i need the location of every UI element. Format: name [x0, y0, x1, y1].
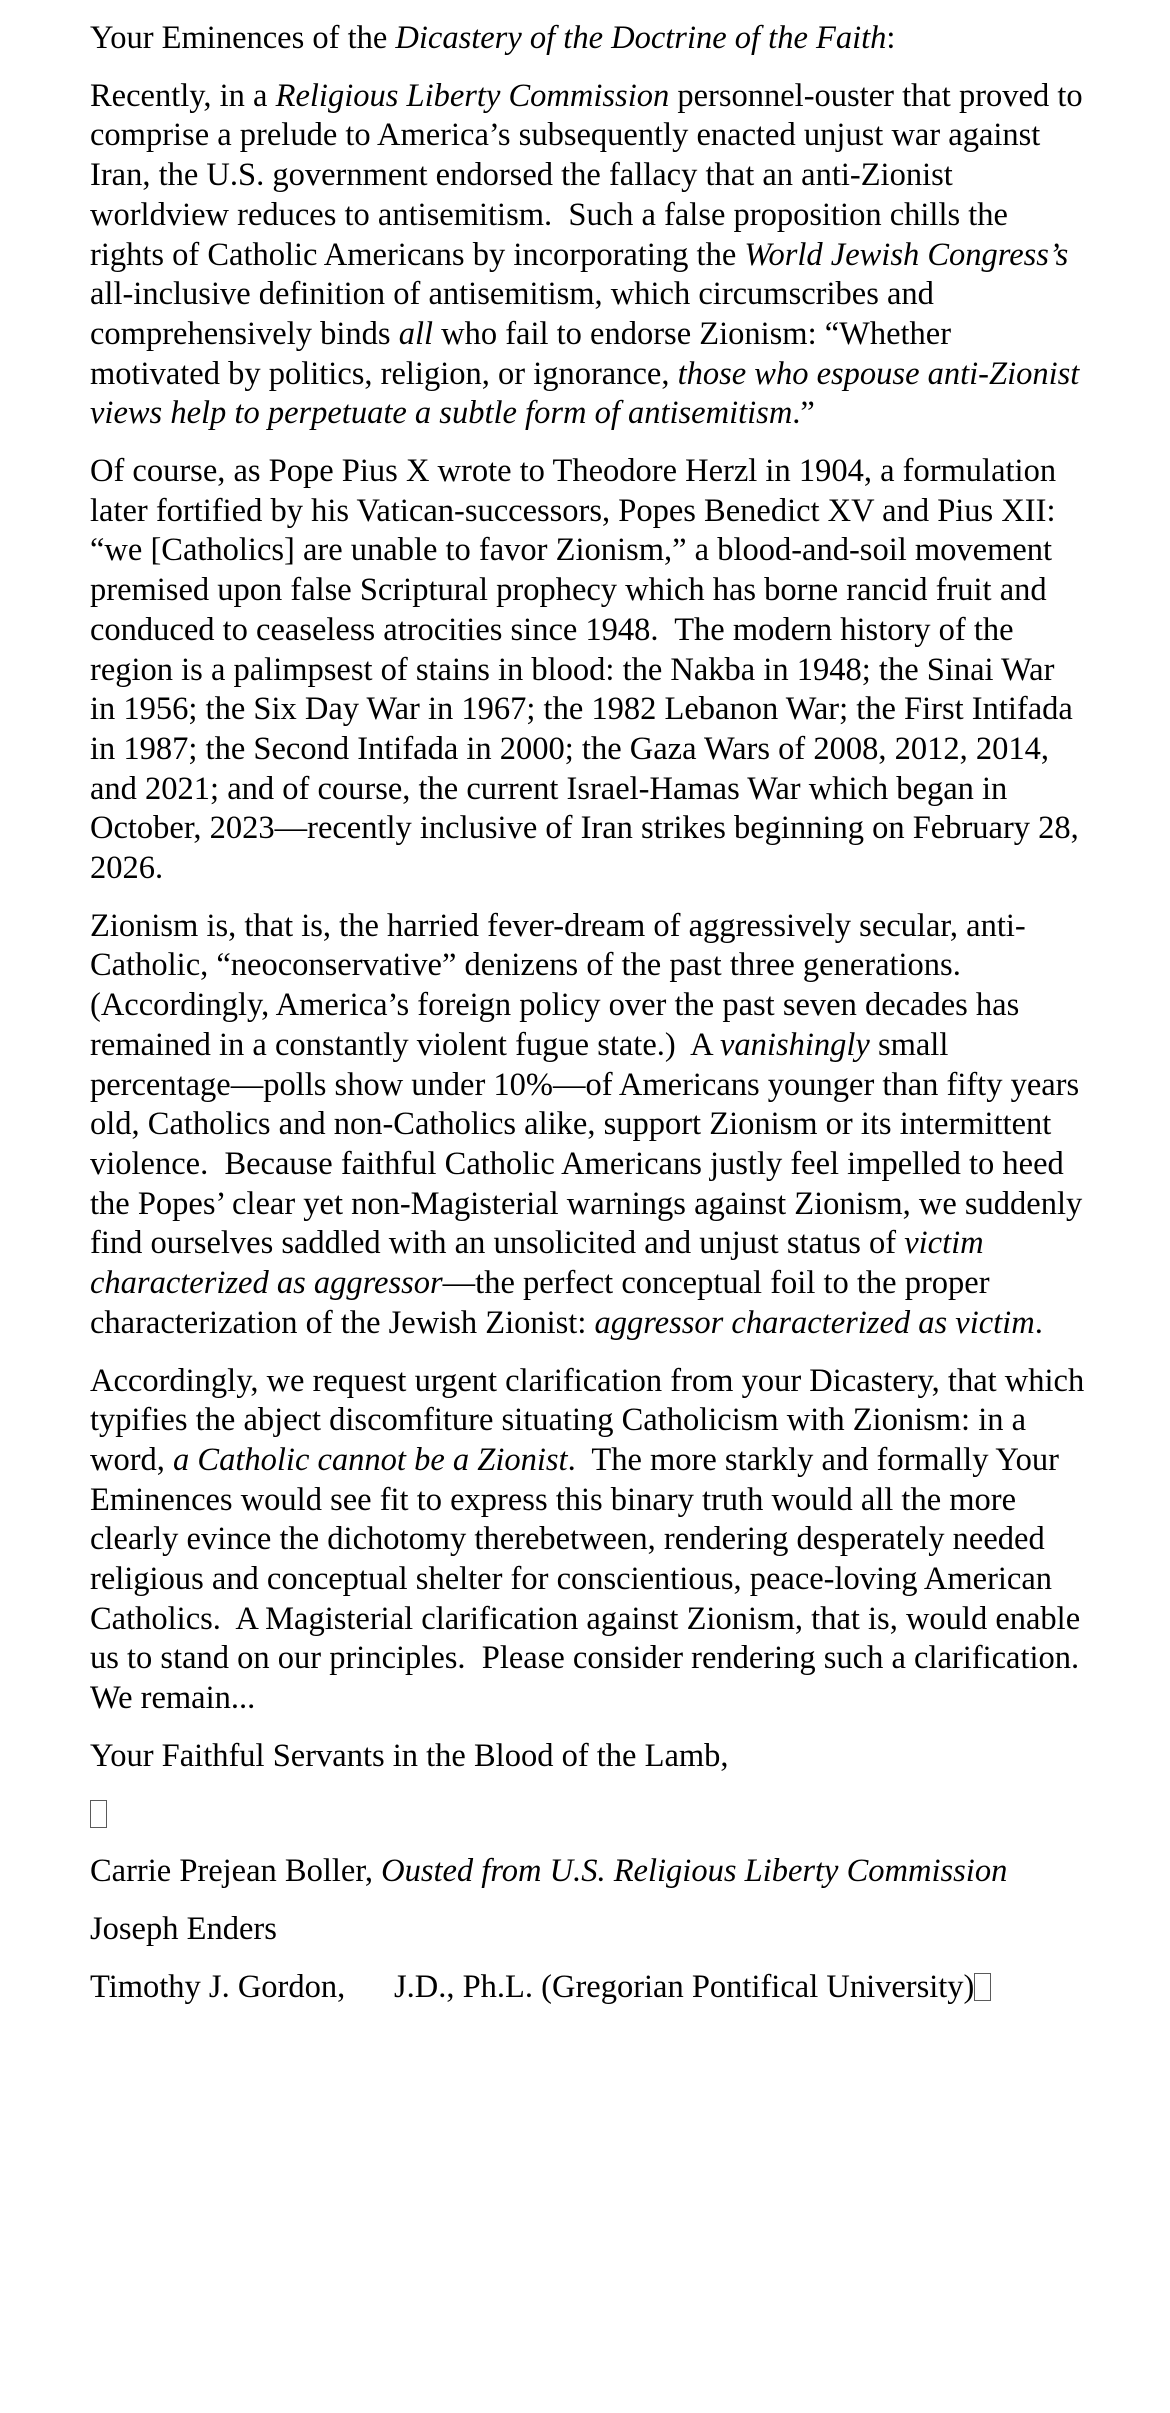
- text-run: Joseph Enders: [90, 1910, 277, 1947]
- text-run-italic: Dicastery of the Doctrine of the Faith: [395, 20, 887, 56]
- text-run: Of course, as Pope Pius X wrote to Theodore Herzl in 1904, a formulation later fortified by his Vatican-successors, Popes Benedict XV and Pius XII: “we [Catholics] are unable to favor Zionism,” a blood-and-soil movement premised upon false Scriptural prophecy which has borne rancid fruit and conduced to ceaseless atrocities since 1948. The modern history of the region is a palimpsest of stains in blood: the Nakba in 1948; the Sinai War in 1956; the Six Day War in 1967; the 1982 Lebanon War; the First Intifada in 1987; the Second Intifada in 2000; the Gaza Wars of 2008, 2012, 2014, and 2021; and of course, the current Israel-Hamas War which began in October, 2023—recently inclusive of Iran strikes beginning on February 28, 2026.: [90, 453, 1087, 887]
- signature-carrie-prejean-boller: [90, 1852, 1085, 1892]
- text-run-italic: all: [398, 315, 433, 352]
- signature-joseph-enders: [90, 1910, 1085, 1950]
- missing-glyph-box: [974, 1973, 991, 2001]
- text-run: who fail to endorse Zionism: “Whether motivated by politics, religion, or ignorance,: [90, 315, 960, 392]
- text-run: Carrie Prejean Boller,: [90, 1853, 382, 1890]
- text-run: —the perfect conceptual foil to the proper characterization of the Jewish Zionist:: [90, 1265, 998, 1341]
- signature-timothy-gordon: [90, 1968, 1085, 2008]
- body-paragraph-3: [90, 907, 1091, 1344]
- text-run-italic: World Jewish Congress’s: [744, 236, 1069, 273]
- text-run: all-inclusive definition of antisemitism, which circumscribes and comprehensively binds: [90, 236, 1077, 352]
- text-run-italic: a Catholic cannot be a Zionist: [173, 1441, 568, 1478]
- text-run-italic: aggressor characterized as victim: [594, 1304, 1035, 1341]
- text-run: Recently, in a: [90, 77, 276, 114]
- text-run: Your Faithful Servants in the Blood of the Lamb,: [90, 1737, 729, 1774]
- body-paragraph-1: [90, 77, 1091, 434]
- closing-line: [90, 1737, 1085, 1777]
- salutation: [90, 19, 1085, 59]
- text-run: Timothy J. Gordon, J.D., Ph.L. (Gregorian Pontifical University): [90, 1968, 975, 2005]
- text-run: personnel-ouster that proved to comprise a prelude to America’s subsequently enacted unjust war against Iran, the U.S. government endorsed the fallacy that an anti-Zionist worldview reduces to antisemitism. Such a false proposition chills the rights of Catholic Americans by incorporating the: [90, 77, 1091, 273]
- text-run: . The more starkly and formally Your Eminences would see fit to express this binary truth would all the more clearly evince the dichotomy therebetween, rendering desperately needed religious and conceptual shelter for conscientious, peace-loving American Catholics. A Magisterial clarification against Zionism, that is, would enable us to stand on our principles. Please consider rendering such a clarification. We remain...: [90, 1441, 1095, 1717]
- body-paragraph-4: [90, 1362, 1095, 1719]
- text-run-italic: victim characterized as aggressor: [90, 1225, 992, 1302]
- text-run-italic: Ousted from U.S. Religious Liberty Commission: [381, 1853, 1008, 1890]
- text-run: small percentage—polls show under 10%—of Americans younger than fifty years old, Catholics and non-Catholics alike, support Zionism or its intermittent violence. Because faithful Catholic Americans justly feel impelled to heed the Popes’ clear yet non-Magisterial warnings against Zionism, we suddenly find ourselves saddled with an unsolicited and unjust status of: [90, 1026, 1091, 1262]
- text-run: Zionism is, that is, the harried fever-dream of aggressively secular, anti-Catholic, “neoconservative” denizens of the past three generations. (Accordingly, America’s foreign policy over the past seven decades has remained in a constantly violent fugue state.) A: [90, 907, 1028, 1063]
- body-paragraph-2: [90, 452, 1085, 889]
- text-run: .”: [792, 395, 815, 432]
- text-run: Your Eminences of the: [90, 20, 396, 56]
- text-run-italic: those who espouse anti-Zionist views help to perpetuate a subtle form of antisemitism: [90, 355, 1088, 432]
- text-run: .: [1034, 1304, 1043, 1341]
- text-run: :: [886, 20, 896, 56]
- missing-glyph-box: [90, 1800, 107, 1828]
- text-run: Accordingly, we request urgent clarification from your Dicastery, that which typifies the abject discomfiture situating Catholicism with Zionism: in a word,: [90, 1362, 1093, 1478]
- missing-glyph-line: [90, 1795, 1085, 1835]
- text-run-italic: Religious Liberty Commission: [275, 77, 670, 114]
- text-run-italic: vanishingly: [719, 1026, 870, 1063]
